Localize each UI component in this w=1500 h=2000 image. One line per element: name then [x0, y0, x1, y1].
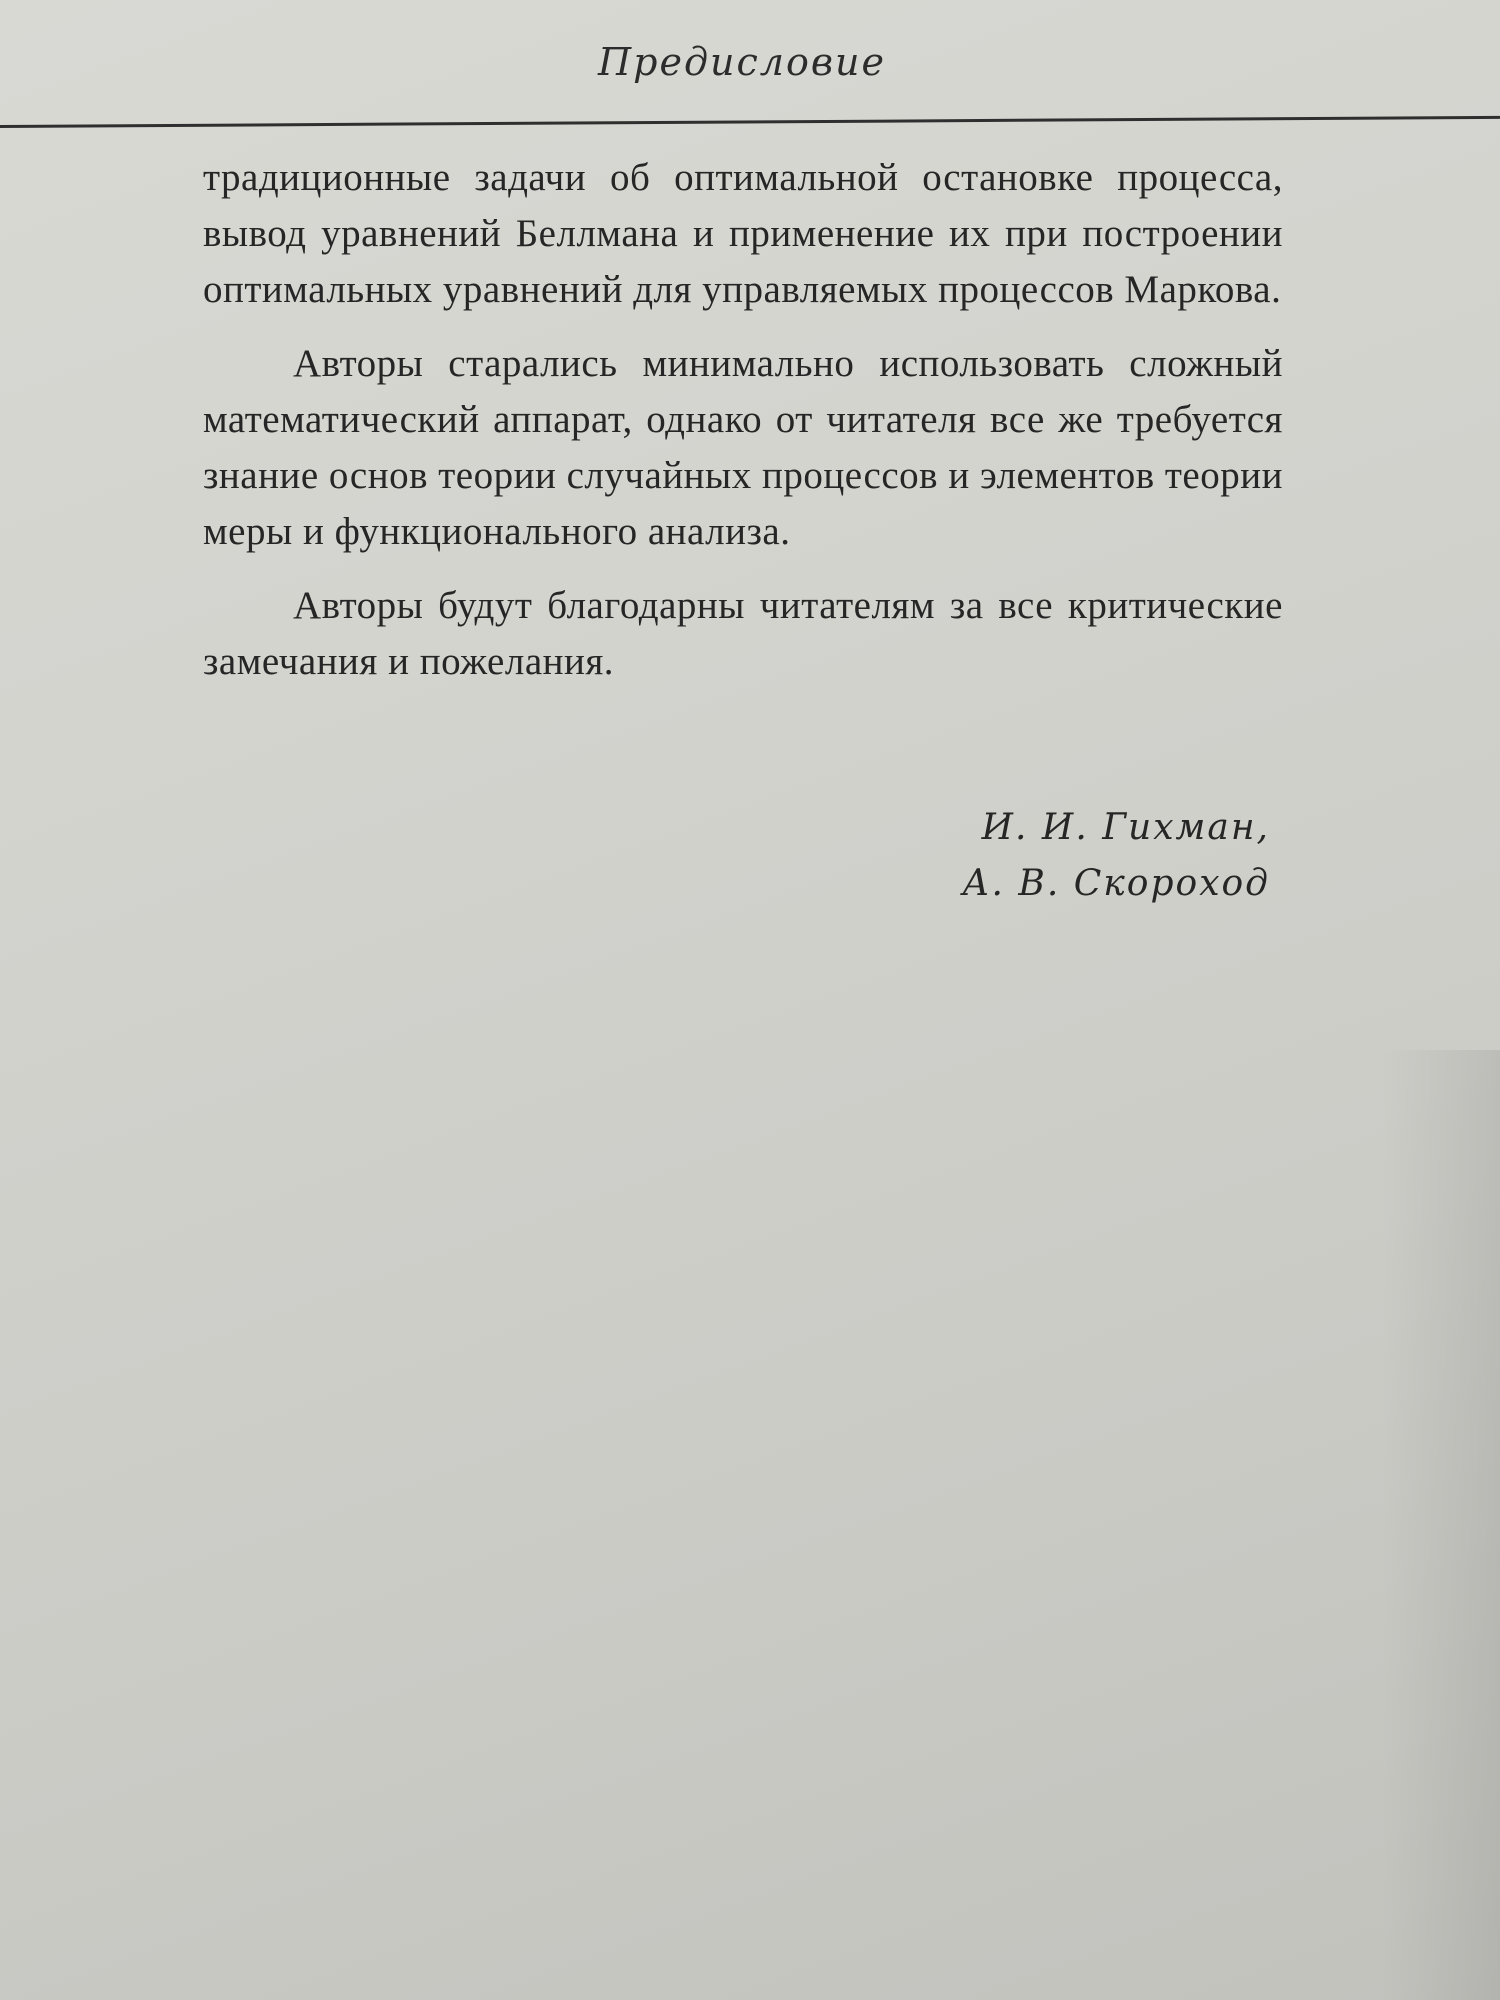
author-signature — [962, 800, 1270, 912]
paragraph-3: Авторы будут благодарны читателям за все критические замечания и пожелания. — [203, 584, 1283, 683]
paragraph-2: Авторы старались минимально использовать сложный математический аппарат, однако от читателя все же требуется знание основ теории случайных процессов и элементов теории меры и функционального анализа. — [203, 342, 1283, 553]
running-head-title: Предисловие — [598, 40, 886, 84]
body-text — [203, 150, 1283, 708]
header-rule — [0, 116, 1500, 128]
author-name-1: И. И. Гихман, — [981, 807, 1270, 848]
page-shadow — [1380, 1050, 1500, 2000]
paragraph-1: традиционные задачи об оптимальной остановке процесса, вывод уравнений Беллмана и применение их при построении оптимальных уравнений для управляемых процессов Маркова. — [203, 156, 1283, 311]
author-name-2: А. В. Скороход — [962, 863, 1270, 904]
